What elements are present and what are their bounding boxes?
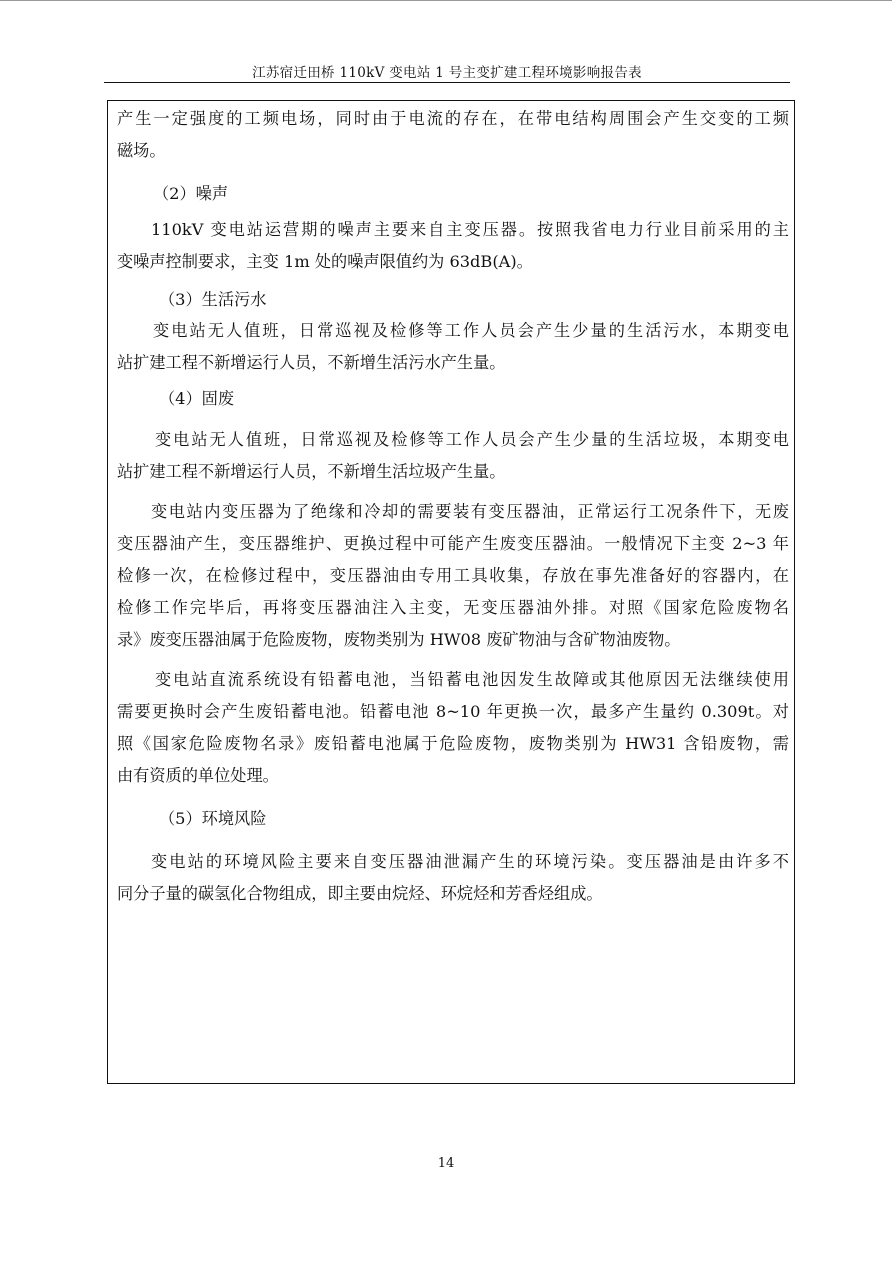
text-line: 磁场。 [117, 141, 166, 160]
text-line: 变电站内变压器为了绝缘和冷却的需要装有变压器油，正常运行工况条件下，无废 [151, 502, 789, 521]
heading-solid-waste [117, 383, 831, 415]
text-line: 110kV 变电站运营期的噪声主要来自主变压器。按照我省电力行业目前采用的主 [151, 220, 789, 239]
text-line: 变电站的环境风险主要来自变压器油泄漏产生的环境污染。变压器油是由许多不 [151, 852, 789, 871]
paragraph-noise [117, 214, 789, 278]
heading-text: （5）环境风险 [159, 809, 267, 828]
page-number: 14 [437, 1156, 455, 1171]
text-line: 检修一次，在检修过程中，变压器油由专用工具收集，存放在事先准备好的容器内，在 [117, 566, 789, 585]
text-line: 变压器油产生，变压器维护、更换过程中可能产生废变压器油。一般情况下主变 2~3 年 [117, 534, 789, 553]
text-line: 由有资质的单位处理。 [117, 766, 279, 785]
text-line: 变电站无人值班，日常巡视及检修等工作人员会产生少量的生活污水，本期变电 [153, 321, 789, 340]
paragraph-environmental-risk [117, 846, 789, 910]
paragraph-transformer-oil [117, 496, 789, 656]
heading-noise [117, 178, 825, 210]
page-top-edge [0, 0, 892, 1]
text-line: 需要更换时会产生废铅蓄电池。铅蓄电池 8~10 年更换一次，最多产生量约 0.309t。对 [117, 702, 789, 721]
paragraph-solid-waste [117, 424, 789, 488]
heading-sewage [117, 284, 831, 316]
text-line: 变电站无人值班，日常巡视及检修等工作人员会产生少量的生活垃圾，本期变电 [155, 430, 789, 449]
paragraph-sewage [117, 315, 789, 379]
heading-environmental-risk [117, 803, 831, 835]
heading-text: （3）生活污水 [159, 290, 267, 309]
text-line: 检修工作完毕后，再将变压器油注入主变，无变压器油外排。对照《国家危险废物名 [117, 598, 789, 617]
paragraph-lead-battery [117, 664, 789, 792]
text-line: 站扩建工程不新增运行人员，不新增生活污水产生量。 [117, 353, 506, 372]
text-line: 变电站直流系统设有铅蓄电池，当铅蓄电池因发生故障或其他原因无法继续使用 [155, 670, 789, 689]
document-header-title: 江苏宿迁田桥 110kV 变电站 1 号主变扩建工程环境影响报告表 [252, 65, 642, 81]
text-line: 站扩建工程不新增运行人员，不新增生活垃圾产生量。 [117, 462, 506, 481]
text-line: 变噪声控制要求，主变 1m 处的噪声限值约为 63dB(A)。 [117, 252, 533, 271]
text-line: 照《国家危险废物名录》废铅蓄电池属于危险废物，废物类别为 HW31 含铅废物，需 [117, 734, 789, 753]
text-line: 产生一定强度的工频电场，同时由于电流的存在，在带电结构周围会产生交变的工频 [117, 109, 789, 128]
text-line: 同分子量的碳氢化合物组成，即主要由烷烃、环烷烃和芳香烃组成。 [117, 884, 603, 903]
paragraph-electromagnetic [117, 103, 789, 167]
heading-text: （2）噪声 [153, 184, 229, 203]
header-rule [104, 82, 790, 83]
heading-text: （4）固废 [159, 389, 235, 408]
content-table-cell [107, 100, 795, 1084]
text-line: 录》废变压器油属于危险废物，废物类别为 HW08 废矿物油与含矿物油废物。 [117, 630, 681, 649]
